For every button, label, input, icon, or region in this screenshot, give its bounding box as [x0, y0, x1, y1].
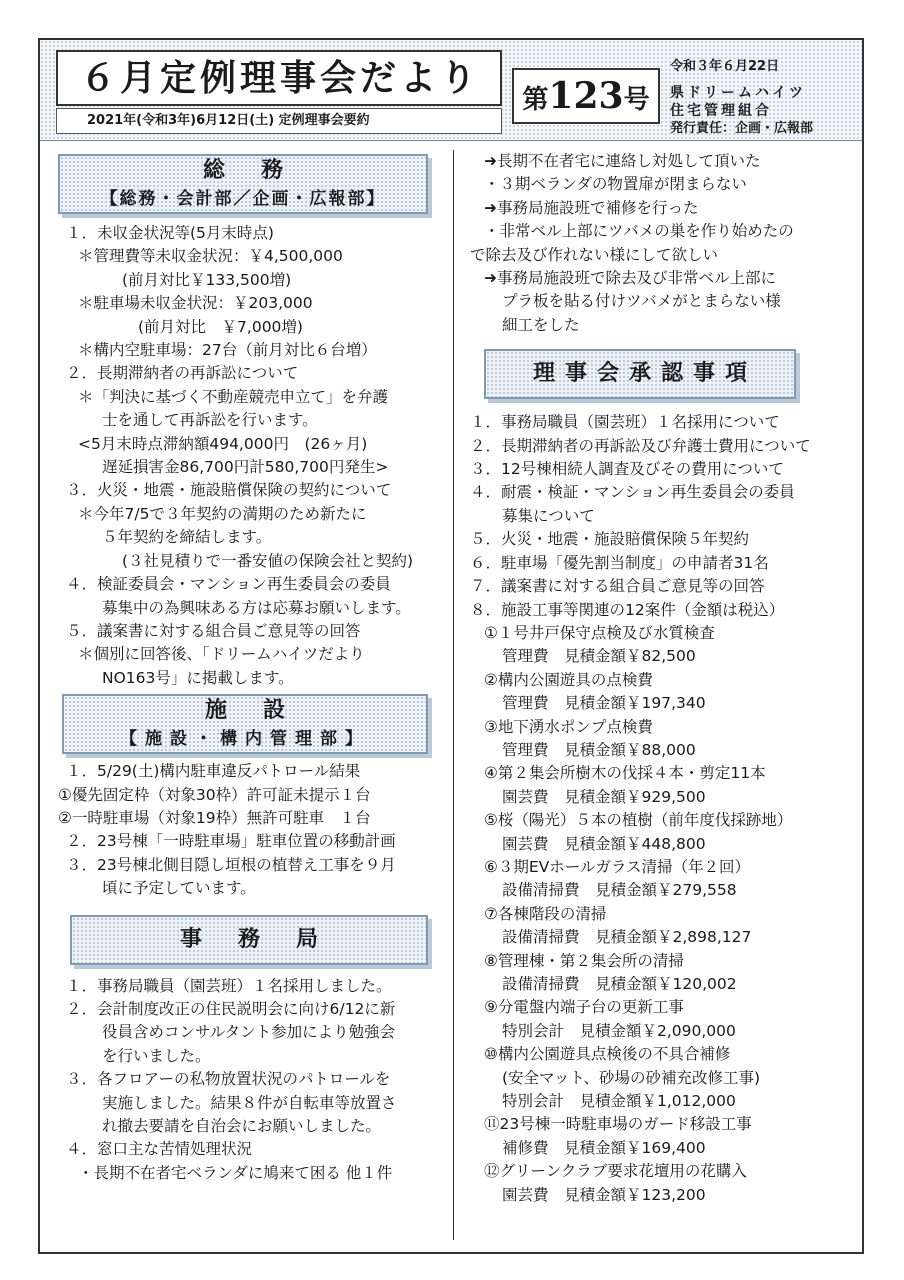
text-line: ２．会計制度改正の住民説明会に向け6/12に新 [66, 999, 396, 1018]
text-line: ⑥３期EVホールガラス清掃（年２回） [484, 857, 751, 876]
text-line: ⑧管理棟・第２集会所の清掃 [484, 951, 684, 970]
text-line: 管理費 見積金額￥88,000 [502, 740, 696, 759]
text-line: ・長期不在者宅ベランダに鳩来て困る 他１件 [78, 1163, 393, 1182]
text-line: 募集中の為興味ある方は応募お願いします。 [102, 598, 411, 617]
text-line: ⑤桜（陽光）５本の植樹（前年度伐採跡地） [484, 811, 793, 830]
section-heading: 施設 [204, 698, 321, 724]
text-line: 設備清掃費 見積金額￥2,898,127 [502, 928, 752, 947]
text-line: ①１号井戸保守点検及び水質検査 [484, 623, 715, 642]
text-line: ２．長期滞納者の再訴訟について [66, 364, 299, 383]
text-line: ➜事務局施設班で補修を行った [484, 198, 699, 217]
text-line: ③地下湧水ポンプ点検費 [484, 717, 653, 736]
newsletter-subtitle: 2021年(令和3年)6月12日(土) 定例理事会要約 [56, 108, 502, 134]
text-line: 園芸費 見積金額￥448,800 [502, 834, 706, 853]
text-line: プラ板を貼る付けツバメがとまらない様 [502, 292, 781, 311]
section-banner-jimukyoku [70, 915, 428, 965]
text-line: ８．施設工事等関連の12案件（金額は税込） [470, 600, 785, 619]
text-line: ⑦各棟階段の清掃 [484, 904, 607, 923]
text-line: 細工をした [502, 315, 580, 334]
text-line: 管理費 見積金額￥82,500 [502, 647, 696, 666]
text-line: ６．駐車場「優先割当制度」の申請者31名 [470, 553, 769, 572]
text-line: ２．長期滞納者の再訴訟及び弁護士費用について [470, 436, 811, 455]
text-line: ２．23号棟「一時駐車場」駐車位置の移動計画 [66, 832, 396, 851]
text-line: １．事務局職員（園芸班）１名採用について [470, 413, 780, 432]
text-line: 園芸費 見積金額￥929,500 [502, 787, 706, 806]
left-column [58, 150, 448, 1185]
section-banner-shisetsu [62, 694, 428, 754]
shisetsu-content [58, 760, 448, 900]
text-line: ④第２集会所樹木の伐採４本・剪定11本 [484, 764, 766, 783]
section-banner-approval [484, 349, 796, 399]
text-line: で除去及び作れない様にして欲しい [470, 245, 719, 264]
text-line: 遅延損害金86,700円計580,700円発生> [102, 458, 389, 477]
text-line: ⑫グリーンクラブ要求花壇用の花購入 [484, 1162, 747, 1181]
section-heading: 総務 [202, 158, 319, 183]
text-line: １．事務局職員（園芸班）１名採用しました。 [66, 976, 392, 995]
text-line: <5月末時点滞納額494,000円 (26ヶ月) [78, 434, 368, 453]
text-line: を行いました。 [102, 1046, 211, 1065]
text-line: ➜長期不在者宅に連絡し対処して頂いた [484, 152, 761, 170]
text-line: (３社見積りで一番安値の保険会社と契約) [122, 551, 414, 570]
approval-content [466, 411, 856, 1207]
text-line: ＊今年7/5で３年契約の満期のため新たに [78, 504, 367, 523]
text-line: ・非常ベル上部にツバメの巣を作り始めたの [484, 222, 794, 241]
text-line: ②一時駐車場（対象19枠）無許可駐車 １台 [58, 808, 371, 827]
responsible-party: 発行責任：企画・広報部 [670, 121, 814, 136]
text-line: ⑪23号棟一時駐車場のガード移設工事 [484, 1115, 752, 1134]
text-line: ３．火災・地震・施設賠償保険の契約について [66, 481, 392, 500]
publisher-info [670, 58, 856, 138]
text-line: ①優先固定枠（対象30枠）許可証未提示１台 [58, 785, 371, 804]
jimukyoku-content-continued [466, 150, 856, 337]
section-subheading: 【施設・構内管理部】 [120, 729, 370, 750]
section-banner-soumu [58, 154, 428, 214]
text-line: 特別会計 見積金額￥2,090,000 [502, 1021, 736, 1040]
soumu-content [58, 222, 448, 690]
text-line: ②構内公園遊具の点検費 [484, 670, 653, 689]
text-line: 園芸費 見積金額￥123,200 [502, 1185, 706, 1204]
text-line: 募集について [502, 506, 595, 525]
text-line: 設備清掃費 見積金額￥120,002 [502, 975, 737, 993]
text-line: ３．各フロアーの私物放置状況のパトロールを [66, 1070, 391, 1089]
section-heading: 事務局 [179, 926, 354, 952]
text-line: ５．火災・地震・施設賠償保険５年契約 [470, 530, 750, 549]
text-line: ・３期ベランダの物置扉が閉まらない [484, 175, 747, 194]
text-line: 管理費 見積金額￥197,340 [502, 694, 706, 713]
org-name-line1: 県ドリームハイツ [670, 85, 806, 101]
text-line: 設備清掃費 見積金額￥279,558 [502, 881, 737, 900]
newsletter-title: ６月定例理事会だより [56, 50, 502, 106]
org-name-line2: 住宅管理組合 [670, 103, 772, 119]
text-line: NO163号」に掲載します。 [102, 668, 294, 687]
issue-number-box [512, 68, 660, 124]
text-line: １．5/29(土)構内駐車違反パトロール結果 [66, 762, 361, 781]
text-line: ３．12号棟相続人調査及びその費用について [470, 460, 784, 479]
text-line: 頃に予定しています。 [102, 879, 256, 898]
text-line: ４．耐震・検証・マンション再生委員会の委員 [470, 483, 795, 502]
text-line: ⑨分電盤内端子台の更新工事 [484, 998, 684, 1017]
text-line: ＊駐車場未収金状況：￥203,000 [78, 294, 313, 313]
text-line: ⑩構内公園遊具点検後の不具合補修 [484, 1045, 731, 1064]
text-line: ５．議案書に対する組合員ご意見等の回答 [66, 621, 361, 640]
issue-suffix: 号 [623, 85, 650, 115]
text-line: １．未収金状況等(5月末時点) [66, 224, 274, 242]
text-line: れ撤去要請を自治会にお願いしました。 [102, 1117, 382, 1135]
text-line: 補修費 見積金額￥169,400 [502, 1138, 706, 1157]
text-line: 特別会計 見積金額￥1,012,000 [502, 1092, 736, 1111]
text-line: (前月対比 ￥7,000増) [138, 317, 303, 336]
issue-number: 123 [548, 75, 624, 117]
column-divider [453, 150, 454, 1240]
text-line: 役員含めコンサルタント参加により勉強会 [102, 1023, 396, 1042]
text-line: ＊個別に回答後、「ドリームハイツだより [78, 645, 365, 664]
jimukyoku-content [58, 975, 448, 1186]
section-subheading: 【総務・会計部／企画・広報部】 [100, 189, 386, 209]
text-line: 士を通して再訴訟を行います。 [102, 411, 318, 430]
text-line: 実施しました。結果８件が自転車等放置さ [102, 1093, 397, 1112]
text-line: ➜事務局施設班で除去及び非常ベル上部に [484, 269, 776, 288]
text-line: ５年契約を締結します。 [102, 528, 272, 547]
text-line: ３．23号棟北側目隠し垣根の植替え工事を９月 [66, 855, 396, 874]
text-line: ４．窓口主な苦情処理状況 [66, 1140, 253, 1159]
issue-prefix: 第 [522, 85, 549, 115]
text-line: ＊構内空駐車場：27台（前月対比６台増） [78, 341, 377, 360]
section-heading: 理事会承認事項 [532, 361, 757, 387]
text-line: (前月対比￥133,500増) [122, 270, 292, 289]
publish-date: 令和３年６月22日 [670, 59, 780, 74]
text-line: (安全マット、砂場の砂補充改修工事) [502, 1068, 761, 1087]
text-line: ４．検証委員会・マンション再生委員会の委員 [66, 575, 391, 594]
right-column [466, 150, 856, 1207]
text-line: ＊管理費等未収金状況：￥4,500,000 [78, 247, 343, 266]
text-line: ＊「判決に基づく不動産競売申立て」を弁護 [78, 387, 389, 406]
text-line: ７．議案書に対する組合員ご意見等の回答 [470, 577, 765, 596]
